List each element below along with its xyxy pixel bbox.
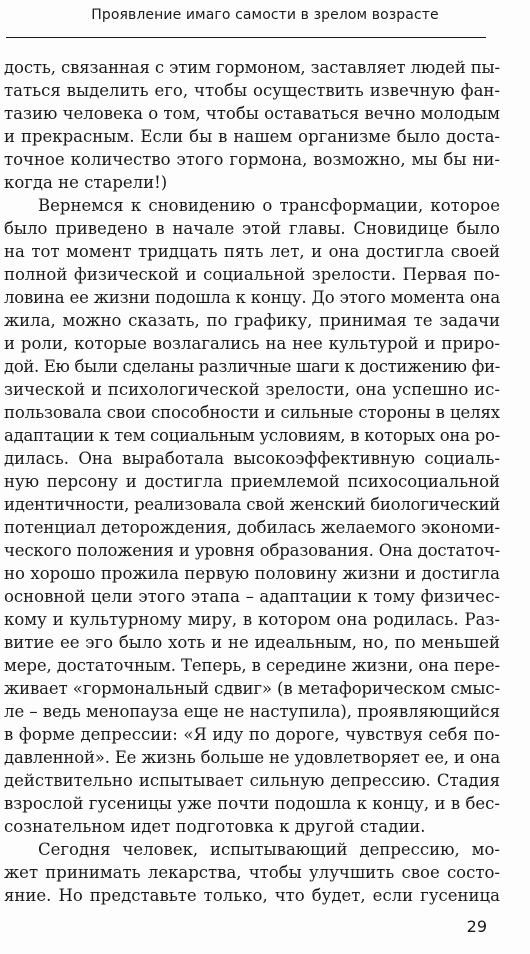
text-line: пользовала свои способности и сильные стороны в целях (4, 403, 500, 422)
header-rule (6, 37, 486, 38)
text-line: ную персону и достигла приемлемой психосоциальной (4, 472, 500, 491)
text-line: действительно испытывает сильную депрессию. Стадия (4, 771, 500, 790)
text-line: на тот момент тридцать пять лет, и она достигла своей (4, 242, 500, 261)
text-line: ле – ведь менопауза еще не наступила), проявляющийся (4, 702, 500, 721)
text-line: живает «гормональный сдвиг» (в метафорическом смыс- (4, 679, 500, 698)
text-line: яние. Но представьте только, что будет, если гусеница (4, 886, 500, 905)
text-line: точное количество этого гормона, возможно, мы бы ни- (4, 150, 500, 169)
text-line: адаптации к тем социальным условиям, в которых она ро- (4, 426, 500, 445)
text-line: витие ее эго было хоть и не идеальным, но, по меньшей (4, 633, 500, 652)
body-text (0, 56, 530, 907)
text-line: Вернемся к сновидению о трансформации, которое (38, 196, 500, 215)
text-line: давленной». Ее жизнь больше не удовлетворяет ее, и она (4, 748, 500, 767)
text-line: было приведено в начале этой главы. Сновидице было (4, 219, 500, 238)
text-line: взрослой гусеницы уже почти подошла к концу, и в бес- (4, 794, 500, 813)
text-line: дость, связанная с этим гормоном, заставляет людей пы- (4, 58, 500, 77)
text-line: и прекрасным. Если бы в нашем организме было доста- (4, 127, 500, 146)
text-line: тазию человека о том, чтобы оставаться вечно молодым (4, 104, 500, 123)
text-line: когда не старели!) (4, 173, 168, 192)
page-number: 29 (466, 917, 487, 936)
text-line: дой. Ею были сделаны различные шаги к достижению фи- (4, 357, 500, 376)
text-line: полной физической и социальной зрелости. Первая по- (4, 265, 500, 284)
text-line: мере, достаточным. Теперь, в середине жизни, она пере- (4, 656, 500, 675)
text-line: жила, можно сказать, по графику, принимая те задачи (4, 311, 500, 330)
text-line: жет принимать лекарства, чтобы улучшить свое состо- (4, 863, 500, 882)
text-line: ловина ее жизни подошла к концу. До этого момента она (4, 288, 500, 307)
text-line: дилась. Она выработала высокоэффективную социаль- (4, 449, 500, 468)
text-line: в форме депрессии: «Я иду по дороге, чувствуя себя по- (4, 725, 500, 744)
text-line: Сегодня человек, испытывающий депрессию, мо- (38, 840, 500, 859)
text-line: но хорошо прожила первую половину жизни и достигла (4, 564, 500, 583)
text-line: сознательном идет подготовка к другой стадии. (4, 817, 426, 836)
text-line: зической и психологической зрелости, она успешно ис- (4, 380, 500, 399)
text-line: ческого положения и уровня образования. Она достаточ- (4, 541, 500, 560)
text-line: потенциал деторождения, добилась желаемого экономи- (4, 518, 500, 537)
text-line: и роли, которые возлагались на нее культурой и приро- (4, 334, 500, 353)
text-line: таться выделить его, чтобы осуществить извечную фан- (4, 81, 500, 100)
text-line: основной цели этого этапа – адаптации к тому физичес- (4, 587, 500, 606)
running-head: Проявление имаго самости в зрелом возрасте (91, 7, 439, 23)
text-line: кому и культурному миру, в котором она родилась. Раз- (4, 610, 500, 629)
text-line: идентичности, реализовала свой женский биологический (4, 495, 500, 514)
